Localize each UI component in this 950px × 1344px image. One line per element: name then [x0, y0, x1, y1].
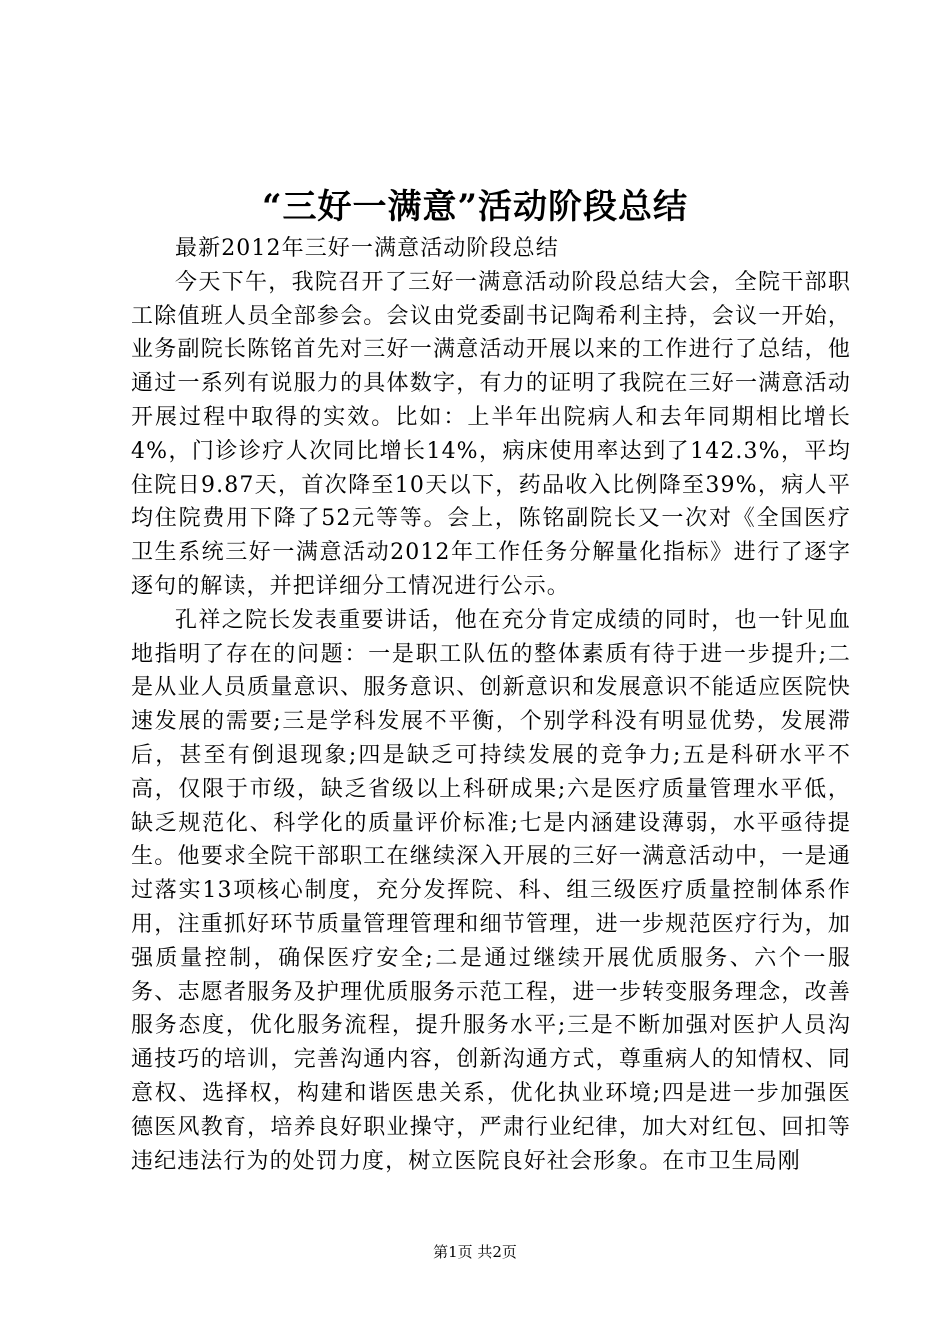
page-number-footer: 第1页 共2页	[433, 1243, 517, 1261]
document-body	[131, 232, 851, 1178]
paragraph-subtitle: 最新2012年三好一满意活动阶段总结	[175, 236, 559, 261]
paragraph-2: 孔祥之院长发表重要讲话，他在充分肯定成绩的同时，也一针见血地指明了存在的问题：一是职工队伍的整体素质有待于进一步提升;二是从业人员质量意识、服务意识、创新意识和发展意识不能适应医院快速发展的需要;三是学科发展不平衡，个别学科没有明显优势，发展滞后，甚至有倒退现象;四是缺乏可持续发展的竞争力;五是科研水平不高，仅限于市级，缺乏省级以上科研成果;六是医疗质量管理水平低，缺乏规范化、科学化的质量评价标准;七是内涵建设薄弱，水平亟待提生。他要求全院干部职工在继续深入开展的三好一满意活动中，一是通过落实13项核心制度，充分发挥院、科、组三级医疗质量控制体系作用，注重抓好环节质量管理管理和细节管理，进一步规范医疗行为，加强质量控制，确保医疗安全;二是通过继续开展优质服务、六个一服务、志愿者服务及护理优质服务示范工程，进一步转变服务理念，改善服务态度，优化服务流程，提升服务水平;三是不断加强对医护人员沟通技巧的培训，完善沟通内容，创新沟通方式，尊重病人的知情权、同意权、选择权，构建和谐医患关系，优化执业环境;四是进一步加强医德医风教育，培养良好职业操守，严肃行业纪律，加大对红包、回扣等违纪违法行为的处罚力度，树立医院良好社会形象。在市卫生局刚	[131, 607, 851, 1174]
document-title: “三好一满意”活动阶段总结	[261, 187, 689, 227]
paragraph-1: 今天下午，我院召开了三好一满意活动阶段总结大会，全院干部职工除值班人员全部参会。会议由党委副书记陶希利主持，会议一开始，业务副院长陈铭首先对三好一满意活动开展以来的工作进行了总结，他通过一系列有说服力的具体数字，有力的证明了我院在三好一满意活动开展过程中取得的实效。比如：上半年出院病人和去年同期相比增长4%，门诊诊疗人次同比增长14%，病床使用率达到了142.3%，平均住院日9.87天，首次降至10天以下，药品收入比例降至39%，病人平均住院费用下降了52元等等。会上，陈铭副院长又一次对《全国医疗卫生系统三好一满意活动2012年工作任务分解量化指标》进行了逐字逐句的解读，并把详细分工情况进行公示。	[131, 269, 851, 599]
